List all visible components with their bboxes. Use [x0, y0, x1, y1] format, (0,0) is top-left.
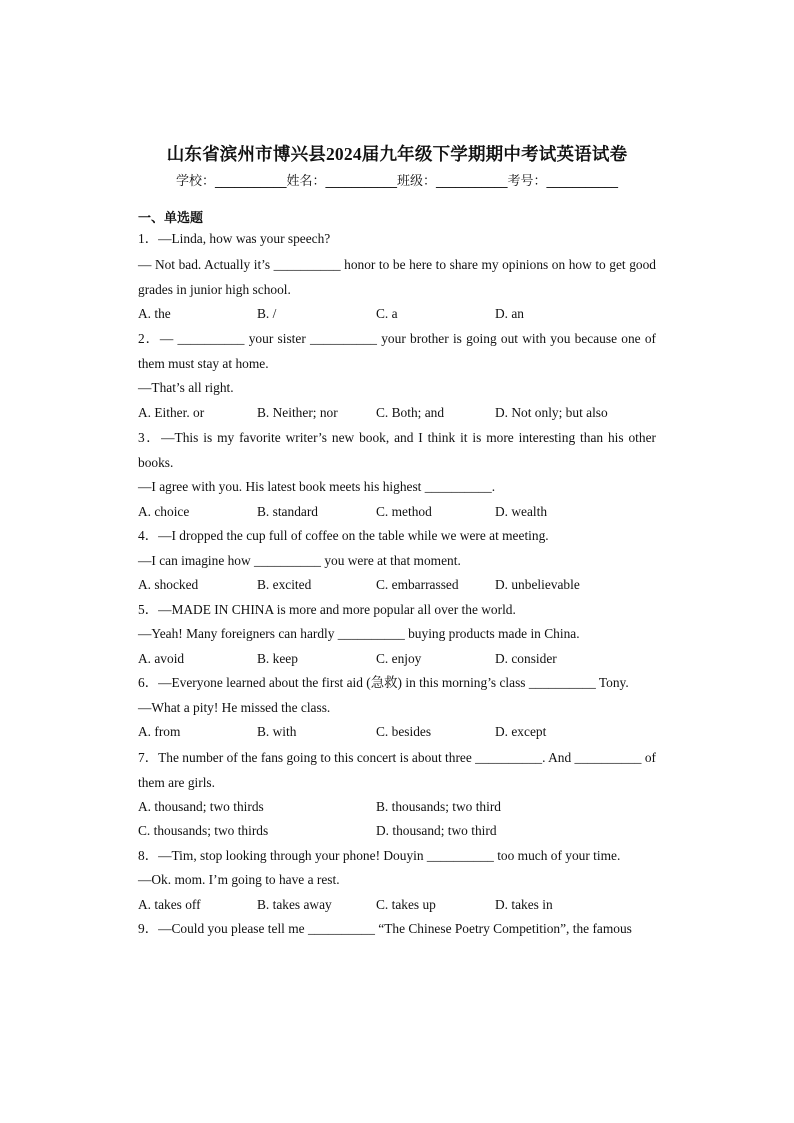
option-c: C. thousands; two thirds — [138, 823, 269, 838]
option-d: D. consider — [495, 650, 557, 666]
question-text: 9．—Could you please tell me __________ “The Chinese Poetry Competition”, the famous — [138, 921, 632, 936]
question-text: —I can imagine how __________ you were at that moment. — [138, 552, 461, 568]
options-row — [138, 302, 656, 327]
options-row — [138, 647, 656, 672]
options-row — [138, 893, 656, 918]
option-d: D. thousand; two third — [376, 823, 497, 838]
option-d: D. an — [495, 305, 525, 321]
option-c: C. besides — [376, 724, 432, 739]
option-b: B. standard — [257, 503, 318, 519]
question-text: 7．The number of the fans going to this concert is about three __________. And __________ of them are girls. — [138, 749, 656, 790]
option-d: D. wealth — [495, 503, 548, 519]
question-7 — [138, 745, 656, 844]
question-text: 2．— __________ your sister __________ your brother is going out with you because one of them must stay at home. — [138, 331, 656, 371]
option-d: D. Not only; but also — [495, 404, 608, 420]
question-text: 6．—Everyone learned about the first aid (急救) in this morning’s class __________ Tony. — [138, 675, 629, 690]
student-info-line: 学校：___________姓名：___________班级：___________考号：___________ — [175, 174, 618, 189]
options-row — [138, 401, 656, 426]
option-a: A. takes off — [138, 896, 201, 912]
question-9 — [138, 917, 656, 942]
option-a: A. the — [138, 305, 171, 321]
options-row — [138, 819, 656, 844]
option-b: B. Neither; nor — [257, 404, 338, 420]
option-c: C. Both; and — [376, 404, 445, 420]
question-text: —Ok. mom. I’m going to have a rest. — [138, 872, 340, 887]
question-5 — [138, 598, 656, 672]
question-4 — [138, 524, 656, 598]
option-b: B. keep — [257, 650, 298, 666]
option-c: C. embarrassed — [376, 577, 459, 592]
question-2 — [138, 326, 656, 425]
section-heading: 一、单选题 — [138, 211, 204, 226]
question-text: 5．—MADE IN CHINA is more and more popular all over the world. — [138, 601, 516, 617]
option-c: C. a — [376, 305, 398, 321]
question-list — [138, 227, 656, 942]
question-text: —What a pity! He missed the class. — [138, 699, 331, 715]
page-title: 山东省滨州市博兴县2024届九年级下学期期中考试英语试卷 — [166, 144, 628, 164]
option-d: D. unbelievable — [495, 577, 580, 592]
question-text: — Not bad. Actually it’s __________ honor to be here to share my opinions on how to get good grades in junior high school. — [138, 256, 656, 297]
options-row — [138, 573, 656, 598]
options-row — [138, 795, 656, 820]
question-text: 3．—This is my favorite writer’s new book, and I think it is more interesting than his other books. — [138, 430, 656, 470]
question-text: 1．—Linda, how was your speech? — [138, 231, 331, 246]
option-a: A. shocked — [138, 577, 199, 592]
option-a: A. choice — [138, 503, 190, 519]
question-text: —Yeah! Many foreigners can hardly __________ buying products made in China. — [138, 626, 580, 641]
question-text: —I agree with you. His latest book meets his highest __________. — [138, 479, 496, 494]
question-1 — [138, 227, 656, 326]
option-b: B. / — [257, 305, 277, 321]
option-a: A. thousand; two thirds — [138, 798, 264, 814]
option-a: A. avoid — [138, 650, 185, 666]
question-8 — [138, 844, 656, 918]
options-row — [138, 500, 656, 525]
options-row — [138, 720, 656, 745]
question-text: —That’s all right. — [138, 380, 234, 395]
option-c: C. takes up — [376, 896, 436, 912]
option-a: A. from — [138, 724, 181, 739]
question-text: 8．—Tim, stop looking through your phone! Douyin __________ too much of your time. — [138, 847, 621, 863]
option-b: B. with — [257, 724, 297, 739]
option-a: A. Either. or — [138, 404, 205, 420]
option-b: B. thousands; two third — [376, 798, 501, 814]
question-6 — [138, 671, 656, 745]
option-c: C. method — [376, 503, 432, 519]
option-b: B. excited — [257, 577, 312, 592]
option-c: C. enjoy — [376, 650, 422, 666]
option-b: B. takes away — [257, 896, 332, 912]
option-d: D. takes in — [495, 896, 553, 912]
option-d: D. except — [495, 724, 547, 739]
question-text: 4．—I dropped the cup full of coffee on the table while we were at meeting. — [138, 528, 549, 543]
question-3 — [138, 425, 656, 524]
